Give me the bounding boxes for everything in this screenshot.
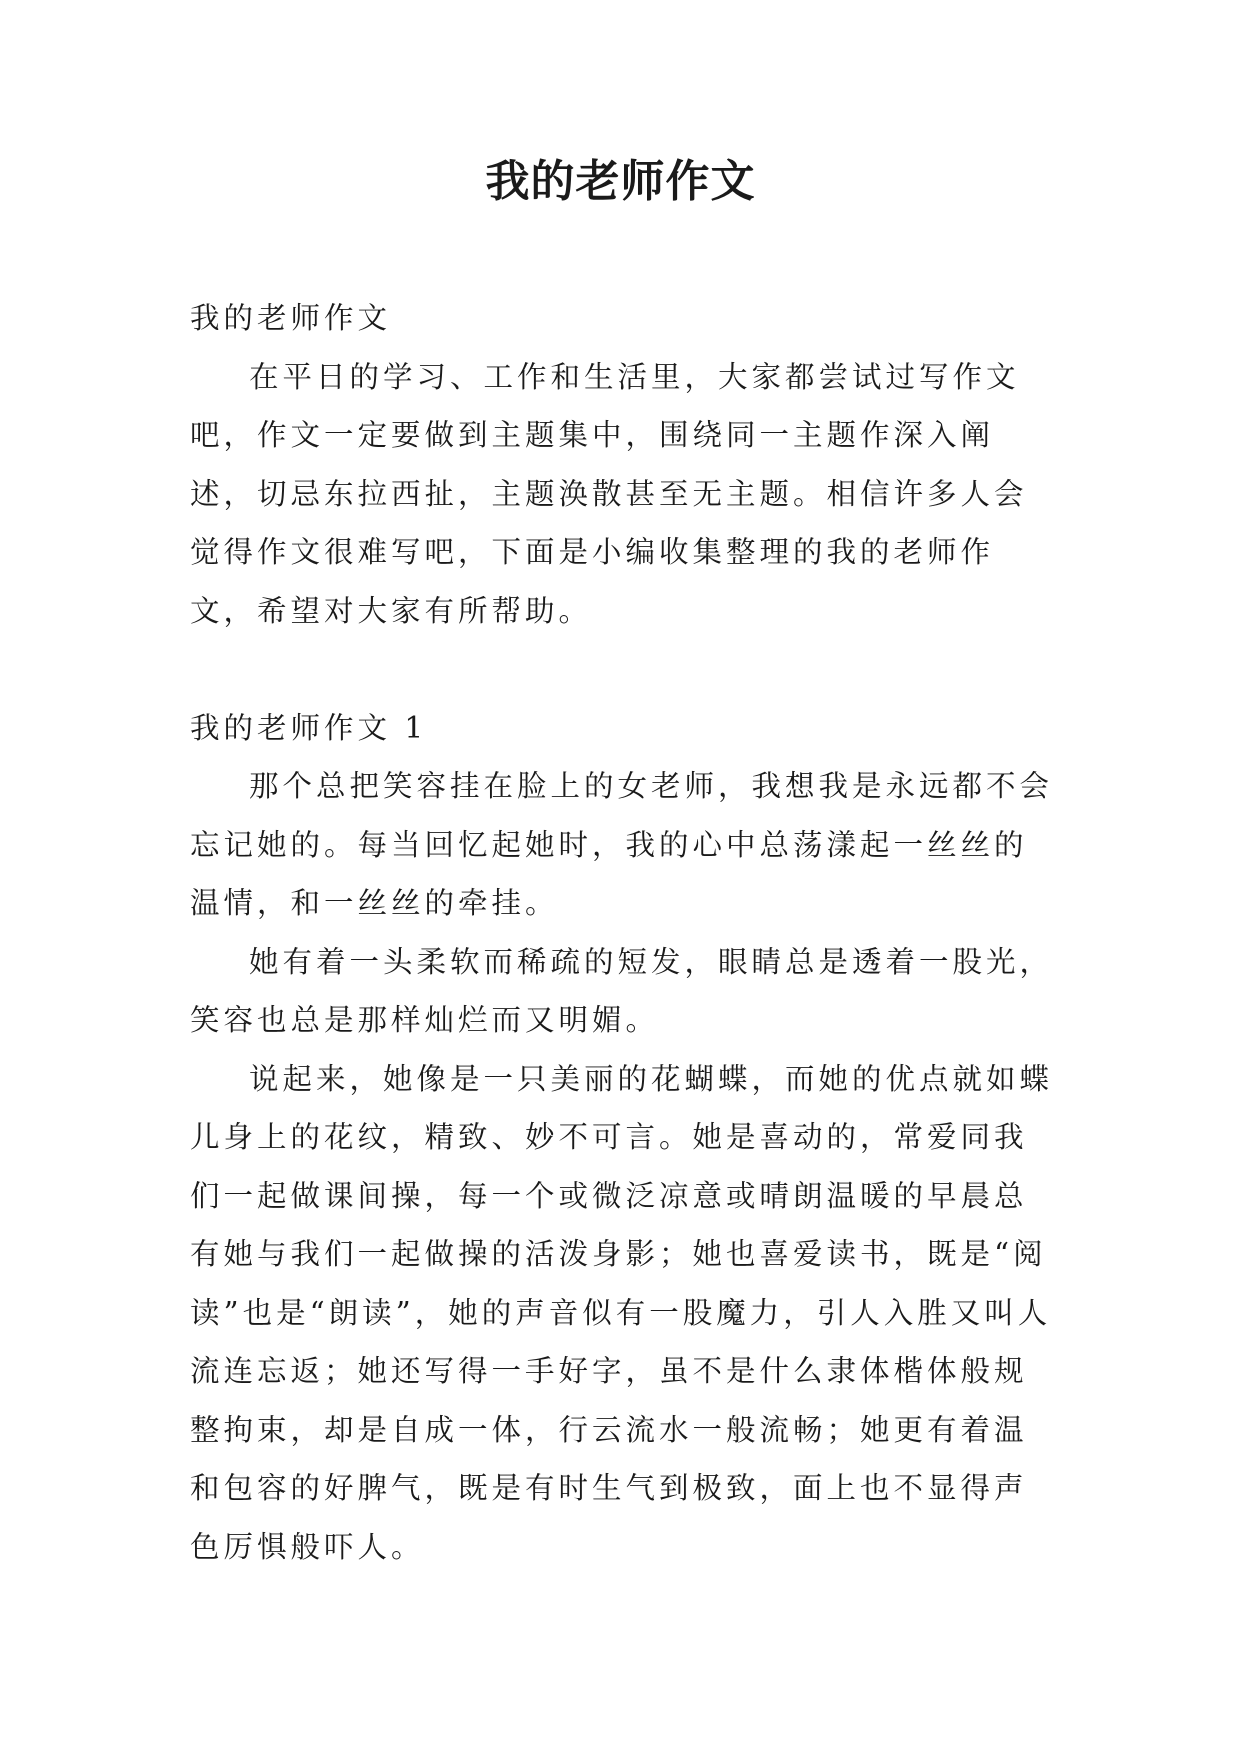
document-body xyxy=(190,289,1060,1576)
section-1-paragraph-3: 说起来，她像是一只美丽的花蝴蝶，而她的优点就如蝶儿身上的花纹，精致、妙不可言。她是喜动的，常爱同我们一起做课间操，每一个或微泛凉意或晴朗温暖的早晨总有她与我们一起做操的活泼身影；她也喜爱读书，既是“阅读”也是“朗读”，她的声音似有一股魔力，引人入胜又叫人流连忘返；她还写得一手好字，虽不是什么隶体楷体般规整拘束，却是自成一体，行云流水一般流畅；她更有着温和包容的好脾气，既是有时生气到极致，面上也不显得声色厉惧般吓人。 xyxy=(190,1061,1054,1564)
intro-paragraph: 在平日的学习、工作和生活里，大家都尝试过写作文吧，作文一定要做到主题集中，围绕同一主题作深入阐述，切忌东拉西扯，主题涣散甚至无主题。相信许多人会觉得作文很难写吧，下面是小编收集整理的我的老师作文，希望对大家有所帮助。 xyxy=(190,359,1028,628)
document-title: 我的老师作文 xyxy=(485,156,756,207)
section-spacer xyxy=(190,640,1060,699)
intro-heading: 我的老师作文 xyxy=(190,301,392,335)
section-1-paragraph-2: 她有着一头柔软而稀疏的短发，眼睛总是透着一股光，笑容也总是那样灿烂而又明媚。 xyxy=(190,944,1054,1037)
section-1-heading: 我的老师作文 1 xyxy=(190,710,428,745)
section-1-paragraph-1: 那个总把笑容挂在脸上的女老师，我想我是永远都不会忘记她的。每当回忆起她时，我的心中总荡漾起一丝丝的温情，和一丝丝的牵挂。 xyxy=(190,769,1054,920)
